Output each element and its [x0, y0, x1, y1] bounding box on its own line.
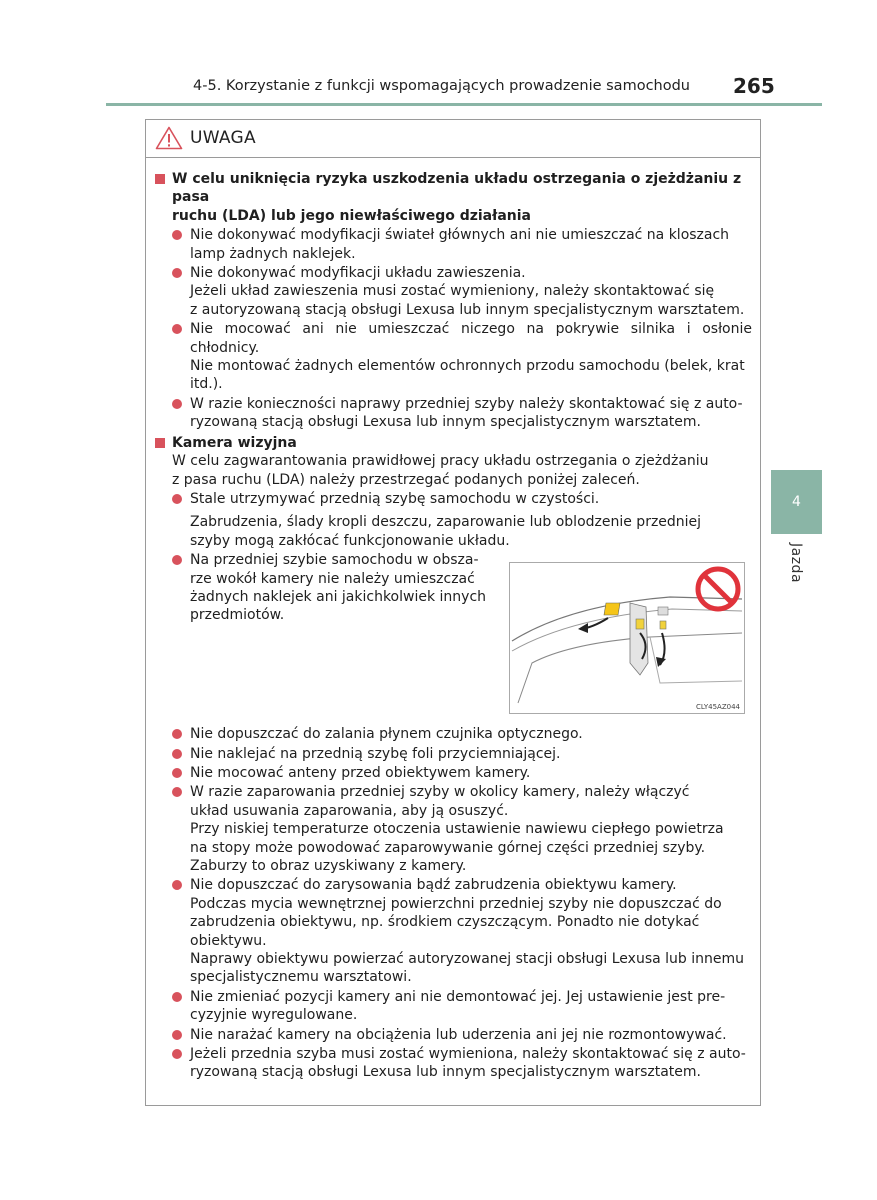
text-line: W celu uniknięcia ryzyka uszkodzenia układu ostrzegania o zjeżdżaniu z pasa: [172, 171, 742, 206]
text-line: Nie dokonywać modyfikacji świateł głównych ani nie umieszczać na kloszach: [190, 227, 730, 244]
text-line: specjalistycznemu warsztatowi.: [190, 969, 412, 986]
text-line: Zabrudzenia, ślady kropli deszczu, zaparowanie lub oblodzenie przedniej: [190, 514, 702, 531]
text-line: Na przedniej szybie samochodu w obsza-: [190, 552, 479, 569]
section-heading-lda: [154, 170, 752, 225]
text-line: szyby mogą zakłócać funkcjonowanie układu.: [190, 532, 510, 549]
section-intro: [154, 452, 752, 489]
text-line: Przy niskiej temperaturze otoczenia ustawienie nawiewu ciepłego powietrza: [190, 821, 724, 838]
chapter-label: Jazda: [788, 543, 804, 584]
text-line: Nie zmieniać pozycji kamery ani nie demontować jej. Jej ustawienie jest pre-: [190, 988, 726, 1005]
text-line: Nie dopuszczać do zalania płynem czujnika optycznego.: [190, 726, 583, 743]
bullet-dot-icon: [172, 1049, 182, 1059]
page-header-title: 4-5. Korzystanie z funkcji wspomagających prowadzenie samochodu: [193, 78, 690, 94]
text-line: przedmiotów.: [190, 607, 285, 624]
text-line: zabrudzenia obiektywu, np. środkiem czyszczącym. Ponadto nie dotykać: [190, 914, 700, 931]
bullet-dot-icon: [172, 729, 182, 739]
text-line: Naprawy obiektywu powierzać autoryzowanej stacji obsługi Lexusa lub innemu: [190, 951, 744, 967]
text-line: obiektywu.: [190, 932, 267, 949]
text-line: lamp żadnych naklejek.: [190, 245, 356, 262]
chapter-number: 4: [792, 494, 801, 510]
text-line: ryzowaną stacją obsługi Lexusa lub innym specjalistycznym warsztatem.: [190, 414, 701, 431]
bullet-dot-icon: [172, 880, 182, 890]
text-line: Nie montować żadnych elementów ochronnych przodu samochodu (belek, krat: [190, 358, 745, 375]
bullet-dot-icon: [172, 494, 182, 504]
text-line: układ usuwania zaparowania, aby ją osuszyć.: [190, 802, 509, 819]
text-line: Podczas mycia wewnętrznej powierzchni przedniej szyby nie dopuszczać do: [190, 895, 722, 912]
list-item: [154, 764, 752, 782]
list-item-continuation: [154, 513, 752, 550]
list-item: [154, 876, 752, 986]
text-line: Nie mocować ani nie umieszczać niczego na pokrywie silnika i osłonie chłodnicy.: [190, 321, 752, 356]
chapter-tab: [771, 470, 822, 534]
text-line: na stopy może powodować zaparowywanie górnej części przedniej szyby.: [190, 839, 706, 856]
list-item: [154, 725, 752, 743]
bullet-dot-icon: [172, 555, 182, 565]
list-item: [154, 226, 752, 263]
figure-code: CLY45AZ044: [696, 703, 740, 711]
bullet-dot-icon: [172, 268, 182, 278]
text-line: Jeżeli układ zawieszenia musi zostać wymieniony, należy skontaktować się: [190, 283, 715, 300]
list-item: [154, 264, 752, 319]
list-item: [154, 988, 752, 1025]
bullet-dot-icon: [172, 992, 182, 1002]
text-line: Jeżeli przednia szyba musi zostać wymieniona, należy skontaktować się z auto-: [190, 1046, 746, 1063]
section-square-icon: [155, 174, 165, 184]
text-line: ruchu (LDA) lub jego niewłaściwego działania: [172, 207, 531, 224]
section-heading-camera: [154, 434, 752, 452]
text-line: Zaburzy to obraz uzyskiwany z kamery.: [190, 857, 467, 874]
bullet-dot-icon: [172, 768, 182, 778]
list-item: [154, 1045, 752, 1082]
text-line: Nie narażać kamery na obciążenia lub uderzenia ani jej nie rozmontowywać.: [190, 1026, 727, 1043]
text-line: W razie zaparowania przedniej szyby w okolicy kamery, należy włączyć: [190, 784, 690, 801]
text-line: żadnych naklejek ani jakichkolwiek innych: [190, 588, 487, 605]
text-line: Nie naklejać na przednią szybę foli przyciemniającej.: [190, 745, 561, 762]
text-line: Nie mocować anteny przed obiektywem kamery.: [190, 764, 531, 781]
warning-label: UWAGA: [190, 128, 256, 148]
bullet-dot-icon: [172, 399, 182, 409]
text-line: Nie dokonywać modyfikacji układu zawieszenia.: [190, 265, 526, 282]
text-line: z autoryzowaną stacją obsługi Lexusa lub innym specjalistycznym warsztatem.: [190, 301, 745, 318]
text-line: itd.).: [190, 376, 223, 393]
list-item: [154, 551, 498, 724]
bullet-dot-icon: [172, 749, 182, 759]
list-item: [154, 490, 752, 508]
bullet-dot-icon: [172, 324, 182, 334]
section-square-icon: [155, 438, 165, 448]
text-line: Nie dopuszczać do zarysowania bądź zabrudzenia obiektywu kamery.: [190, 877, 677, 894]
header-rule: [106, 103, 822, 106]
list-item: [154, 745, 752, 763]
text-line: rze wokół kamery nie należy umieszczać: [190, 570, 475, 587]
bullet-dot-icon: [172, 230, 182, 240]
page-number: 265: [733, 74, 775, 98]
warning-header: [146, 120, 760, 158]
text-line: W razie konieczności naprawy przedniej szyby należy skontaktować się z auto-: [190, 395, 743, 412]
list-item: [154, 320, 752, 394]
warning-triangle-icon: [155, 126, 183, 150]
list-item: [154, 395, 752, 432]
text-line: Stale utrzymywać przednią szybę samochodu w czystości.: [190, 490, 600, 507]
text-line: ryzowaną stacją obsługi Lexusa lub innym specjalistycznym warsztatem.: [190, 1064, 701, 1081]
list-item: [154, 783, 752, 875]
warning-box: [145, 119, 761, 1106]
list-item: [154, 1026, 752, 1044]
bullet-dot-icon: [172, 1030, 182, 1040]
bullet-dot-icon: [172, 787, 182, 797]
text-line: Kamera wizyjna: [172, 434, 297, 451]
text-line: z pasa ruchu (LDA) należy przestrzegać podanych poniżej zaleceń.: [172, 471, 640, 488]
text-line: W celu zagwarantowania prawidłowej pracy układu ostrzegania o zjeżdżaniu: [172, 453, 709, 470]
camera-windshield-figure: [509, 562, 745, 714]
text-line: cyzyjnie wyregulowane.: [190, 1007, 358, 1024]
windshield-illustration: [510, 563, 744, 713]
